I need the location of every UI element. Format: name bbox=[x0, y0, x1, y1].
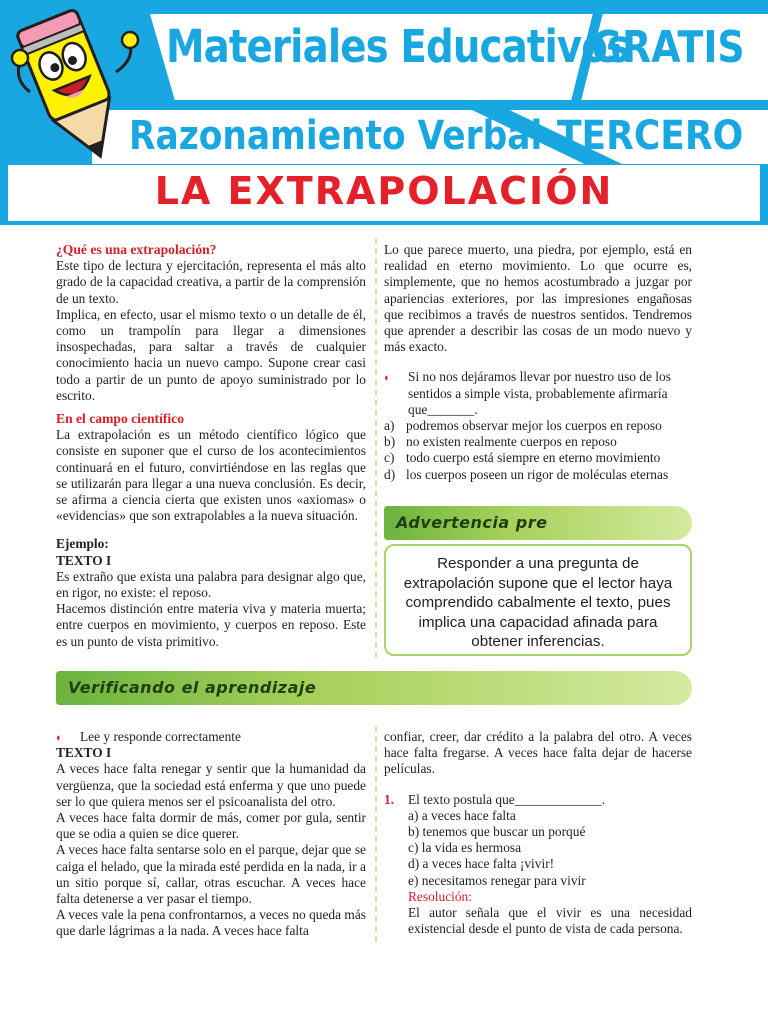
option-key: e) bbox=[408, 872, 419, 888]
option-text: a veces hace falta ¡vivir! bbox=[422, 856, 555, 872]
pencil-mascot-icon bbox=[0, 0, 150, 165]
column-divider bbox=[375, 238, 377, 658]
paragraph: Hacemos distinción entre materia viva y materia muerta; entre cuerpos en movimiento, y cuerpos en reposo. Este es un punto de vista primitivo. bbox=[56, 601, 366, 649]
example-label: Ejemplo: bbox=[56, 536, 109, 552]
option-item bbox=[408, 873, 692, 889]
page-header bbox=[0, 0, 768, 225]
instruction bbox=[56, 729, 366, 745]
verify-right-column bbox=[384, 729, 692, 937]
options-list bbox=[384, 418, 692, 483]
option-key: d) bbox=[408, 856, 420, 872]
left-column bbox=[56, 242, 366, 650]
paragraph: Lo que parece muerto, una piedra, por ejemplo, está en realidad en eterno movimiento. Lo que ocurre es, simplemente, que no hemos acostumbrado a juzgar por apariencias exteriores, por las impresiones engañosas que recibimos a través de nuestros sentidos. Tendremos que aprender a describir las cosas de un modo nuevo y más exacto. bbox=[384, 242, 692, 355]
column-divider bbox=[375, 726, 377, 942]
option-item bbox=[384, 467, 692, 483]
resolution-label: Resolución: bbox=[408, 888, 472, 904]
warning-text: Responder a una pregunta de extrapolación supone que el lector haya comprendido cabalmente el texto, pues implica una capacidad afinada para obtener inferencias. bbox=[403, 555, 673, 650]
verify-tab-label: Verificando el aprendizaje bbox=[68, 678, 317, 697]
paragraph: La extrapolación es un método científico lógico que consiste en suponer que el curso de los acontecimientos continuará en el futuro, convirtiéndose en las reglas que se utilizarán para llegar a una nueva conclusión. Es decir, se afirma a ciencia cierta que existen unos «axiomas» o «evidencias» que son extrapolables a la nueva situación. bbox=[56, 427, 366, 524]
option-item bbox=[384, 450, 692, 466]
page-title: LA EXTRAPOLACIÓN bbox=[154, 169, 614, 213]
option-key: b) bbox=[408, 824, 420, 840]
verify-tab bbox=[56, 671, 692, 705]
red-bullet-icon: ◐ bbox=[56, 732, 63, 744]
question-text: Si no nos dejáramos llevar por nuestro uso de los sentidos a simple vista, probablemente afirmaría que_______. bbox=[408, 369, 671, 417]
resolution-text: El autor señala que el vivir es una necesidad existencial desde el punto de vista de cada persona. bbox=[408, 905, 692, 937]
paragraph: A veces hace falta dormir de más, comer por gula, sentir que se odia a quien se dice querer. bbox=[56, 810, 366, 842]
section-heading-scientific: En el campo científico bbox=[56, 411, 184, 427]
paragraph: A veces vale la pena confrontarnos, a veces no queda más que darle lágrimas a la nada. A veces hace falta bbox=[56, 907, 366, 939]
header-title: Materiales Educativos bbox=[166, 20, 630, 73]
option-text: la vida es hermosa bbox=[421, 840, 522, 856]
option-key: c) bbox=[408, 840, 419, 856]
paragraph: Implica, en efecto, usar el mismo texto o un detalle de él, como un trampolín para llegar a dimensiones insospechadas, para saltar a través de cualquier conocimiento hacia un nuevo campo. Supone crear casi todo a partir de un punto de apoyo suministrado por lo escrito. bbox=[56, 306, 366, 403]
topic-banner bbox=[8, 165, 760, 221]
red-bullet-icon: ◐ bbox=[384, 372, 391, 385]
paragraph: Es extraño que exista una palabra para designar algo que, en rigor, no existe: el reposo. bbox=[56, 568, 366, 601]
text-label: TEXTO I bbox=[56, 745, 112, 761]
question-text: El texto postula que_____________. bbox=[408, 791, 606, 807]
option-item bbox=[384, 434, 692, 450]
option-item bbox=[408, 840, 692, 856]
options-list bbox=[384, 808, 692, 938]
option-key: d) bbox=[384, 466, 396, 482]
option-key: b) bbox=[384, 434, 396, 450]
question-number: 1. bbox=[384, 791, 395, 807]
option-text: necesitamos renegar para vivir bbox=[421, 872, 586, 888]
warning-tab bbox=[384, 506, 692, 540]
section-heading-what: ¿Qué es una extrapolación? bbox=[56, 242, 217, 257]
option-key: a) bbox=[384, 418, 395, 434]
option-text: todo cuerpo está siempre en eterno movimiento bbox=[406, 450, 661, 466]
option-text: podremos observar mejor los cuerpos en reposo bbox=[406, 418, 662, 434]
header-subject: Razonamiento Verbal bbox=[129, 113, 543, 159]
paragraph: Este tipo de lectura y ejercitación, representa el más alto grado de la capacidad creativa, a partir de la comprensión de un texto. bbox=[56, 258, 366, 306]
instruction-text: Lee y responde correctamente bbox=[80, 729, 241, 744]
warning-box bbox=[384, 544, 692, 656]
option-key: c) bbox=[384, 450, 395, 466]
option-text: a veces hace falta bbox=[421, 807, 516, 823]
option-item bbox=[384, 418, 692, 434]
header-gratis: GRATIS bbox=[591, 22, 745, 73]
text-label: TEXTO I bbox=[56, 552, 112, 568]
paragraph: confiar, creer, dar crédito a la palabra del otro. A veces hace falta fregarse. A veces hace falta dejar de hacerse películas. bbox=[384, 729, 692, 777]
verify-left-column bbox=[56, 729, 366, 940]
question bbox=[384, 369, 692, 418]
question bbox=[384, 792, 692, 808]
option-item bbox=[408, 824, 692, 840]
right-column bbox=[384, 242, 692, 483]
paragraph: A veces hace falta sentarse solo en el parque, dejar que se caiga el helado, que la mirada esté perdida en la nada, ir a un sitio porque sí, callar, otras escuchar. A veces hace falta detenerse a ver pasar el tiempo. bbox=[56, 842, 366, 907]
paragraph: A veces hace falta renegar y sentir que la humanidad da vergüenza, que la sociedad está enferma y que uno puede ser lo que quiera menos ser el psicoanalista del otro. bbox=[56, 761, 366, 809]
option-text: no existen realmente cuerpos en reposo bbox=[406, 434, 617, 450]
option-text: tenemos que buscar un porqué bbox=[422, 824, 586, 840]
header-grade: TERCERO bbox=[557, 113, 744, 159]
option-item bbox=[408, 856, 692, 872]
option-text: los cuerpos poseen un rigor de moléculas eternas bbox=[406, 466, 669, 482]
warning-tab-label: Advertencia pre bbox=[396, 513, 548, 532]
option-item bbox=[408, 808, 692, 824]
option-key: a) bbox=[408, 807, 419, 823]
